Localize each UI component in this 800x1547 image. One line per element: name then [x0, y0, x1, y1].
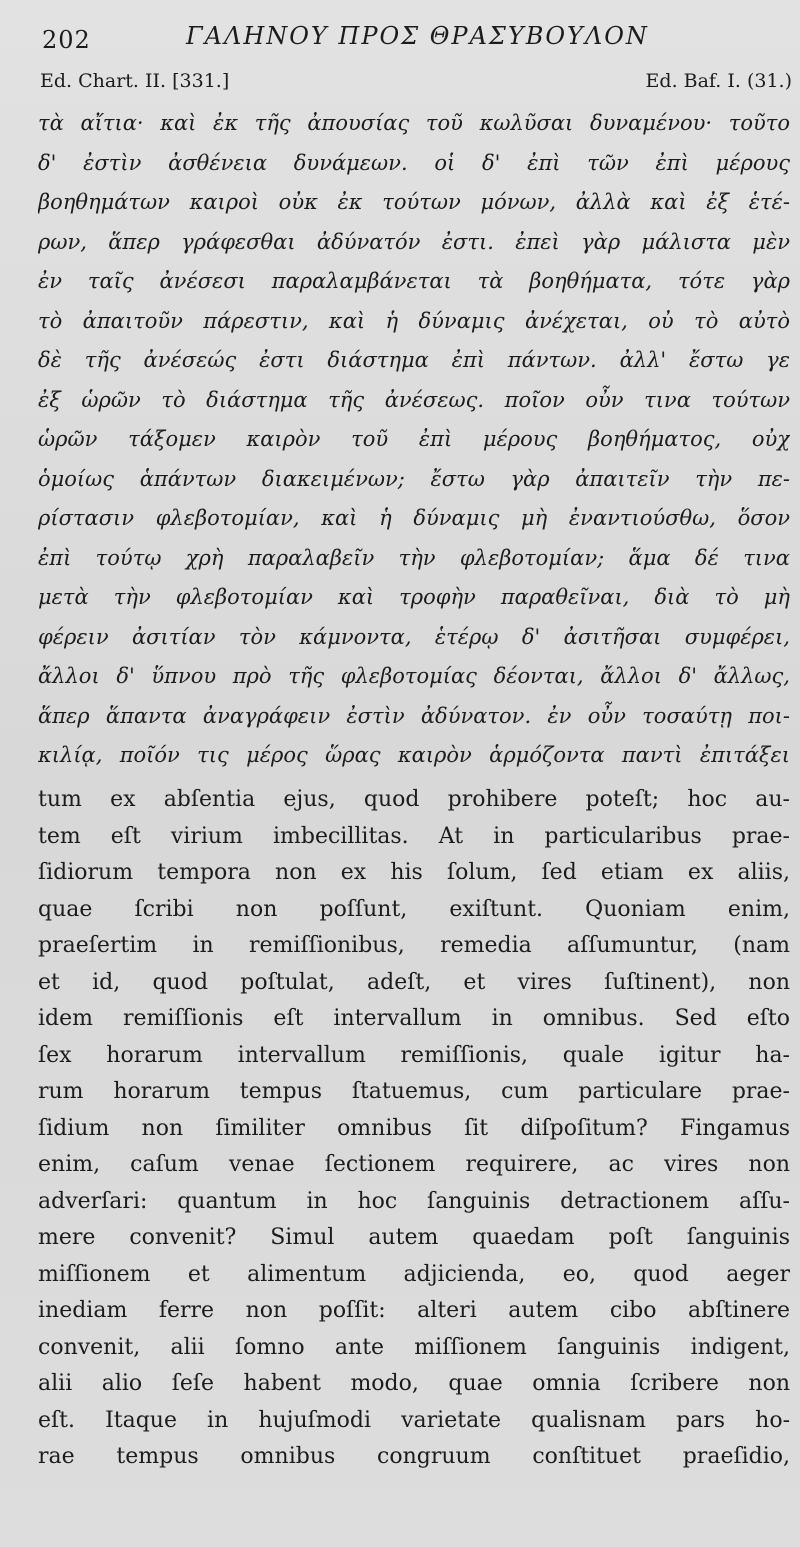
greek-text-line: δ' ἐστὶν ἀσθένεια δυνάμεων. οἱ δ' ἐπὶ τῶν ἐπὶ μέρους [38, 150, 790, 175]
greek-text-line: ὁμοίως ἁπάντων διακειμένων; ἔστω γὰρ ἀπαιτεῖν τὴν πε- [38, 466, 790, 491]
latin-text-block [38, 782, 790, 1476]
latin-text-line: tem eſt virium imbecillitas. At in particularibus prae- [38, 823, 790, 849]
greek-text-line: τὸ ἀπαιτοῦν πάρεστιν, καὶ ἡ δύναμις ἀνέχεται, οὐ τὸ αὐτὸ [38, 308, 790, 333]
latin-text-line: quae ſcribi non poſſunt, exiſtunt. Quoniam enim, [38, 896, 790, 922]
latin-text-line: rae tempus omnibus congruum conſtituet praeſidio, [38, 1444, 790, 1469]
greek-text-line: ἐν ταῖς ἀνέσεσι παραλαμβάνεται τὰ βοηθήματα, τότε γὰρ [38, 269, 790, 293]
running-header [36, 22, 780, 62]
greek-text-line: μετὰ τὴν φλεβοτομίαν καὶ τροφὴν παραθεῖναι, διὰ τὸ μὴ [38, 585, 790, 609]
greek-text-line: βοηθημάτων καιροὶ οὐκ ἐκ τούτων μόνων, ἀλλὰ καὶ ἐξ ἑτέ- [38, 190, 790, 214]
greek-text-line: φέρειν ἀσιτίαν τὸν κάμνοντα, ἑτέρῳ δ' ἀσιτῆσαι συμφέρει, [38, 624, 790, 649]
edition-chart-ref: Ed. Chart. II. [331.] [40, 70, 230, 92]
latin-text-line: alii alio ſeſe habent modo, quae omnia ſcribere non [38, 1371, 790, 1396]
running-title: ΓΑΛΗΝΟΥ ΠΡΟΣ ΘΡΑΣΥΒΟΥΛΟΝ [186, 22, 649, 50]
greek-text-line: δὲ τῆς ἀνέσεώς ἐστι διάστημα ἐπὶ πάντων. ἀλλ' ἔστω γε [38, 348, 790, 372]
latin-text-line: eſt. Itaque in hujuſmodi varietate qualisnam pars ho- [38, 1407, 790, 1433]
latin-text-line: mere convenit? Simul autem quaedam poſt ſanguinis [38, 1225, 790, 1250]
page-number: 202 [42, 26, 91, 54]
latin-text-line: ſidium non ſimiliter omnibus ſit diſpoſitum? Fingamus [38, 1115, 790, 1141]
latin-text-line: idem remiſſionis eſt intervallum in omnibus. Sed eſto [38, 1006, 790, 1031]
latin-text-line: ſex horarum intervallum remiſſionis, quale igitur ha- [38, 1042, 790, 1068]
latin-text-line: et id, quod poſtulat, adeſt, et vires ſuſtinent), non [38, 969, 790, 995]
greek-text-line: κιλίᾳ, ποῖόν τις μέρος ὥρας καιρὸν ἁρμόζοντα παντὶ ἐπιτάξει [38, 743, 790, 767]
edition-basel-ref: Ed. Baf. I. (31.) [645, 70, 792, 92]
latin-text-line: adverſari: quantum in hoc ſanguinis detractionem aſſu- [38, 1188, 790, 1214]
latin-text-line: convenit, alii ſomno ante miſſionem ſanguinis indigent, [38, 1334, 790, 1360]
latin-text-line: ſidiorum tempora non ex his ſolum, ſed etiam ex aliis, [38, 860, 790, 885]
greek-text-line: ἐπὶ τούτῳ χρὴ παραλαβεῖν τὴν φλεβοτομίαν; ἅμα δέ τινα [38, 545, 790, 570]
greek-text-line: ἄλλοι δ' ὕπνου πρὸ τῆς φλεβοτομίας δέονται, ἄλλοι δ' ἄλλως, [38, 664, 790, 688]
latin-text-line: praeſertim in remiſſionibus, remedia aſſumuntur, (nam [38, 933, 790, 958]
latin-text-line: miſſionem et alimentum adjicienda, eo, quod aeger [38, 1261, 790, 1287]
latin-text-line: inediam ferre non poſſit: alteri autem cibo abſtinere [38, 1298, 790, 1323]
latin-text-line: tum ex abſentia ejus, quod prohibere poteſt; hoc au- [38, 787, 790, 812]
greek-text-line: ρων, ἅπερ γράφεσθαι ἀδύνατόν ἐστι. ἐπεὶ γὰρ μάλιστα μὲν [38, 229, 790, 254]
edition-references [40, 70, 792, 100]
greek-text-line: ἐξ ὡρῶν τὸ διάστημα τῆς ἀνέσεως. ποῖον οὖν τινα τούτων [38, 387, 790, 412]
greek-text-block [38, 104, 790, 776]
greek-text-line: τὰ αἴτια· καὶ ἐκ τῆς ἀπουσίας τοῦ κωλῦσαι δυναμένου· τοῦτο [38, 111, 790, 135]
latin-text-line: rum horarum tempus ſtatuemus, cum particulare prae- [38, 1079, 790, 1104]
latin-text-line: enim, caſum venae ſectionem requirere, ac vires non [38, 1152, 790, 1177]
greek-text-line: ἅπερ ἅπαντα ἀναγράφειν ἐστὶν ἀδύνατον. ἐν οὖν τοσαύτῃ ποι- [38, 703, 790, 728]
greek-text-line: ρίστασιν φλεβοτομίαν, καὶ ἡ δύναμις μὴ ἐναντιούσθω, ὅσον [38, 506, 790, 530]
greek-text-line: ὡρῶν τάξομεν καιρὸν τοῦ ἐπὶ μέρους βοηθήματος, οὐχ [38, 427, 790, 451]
